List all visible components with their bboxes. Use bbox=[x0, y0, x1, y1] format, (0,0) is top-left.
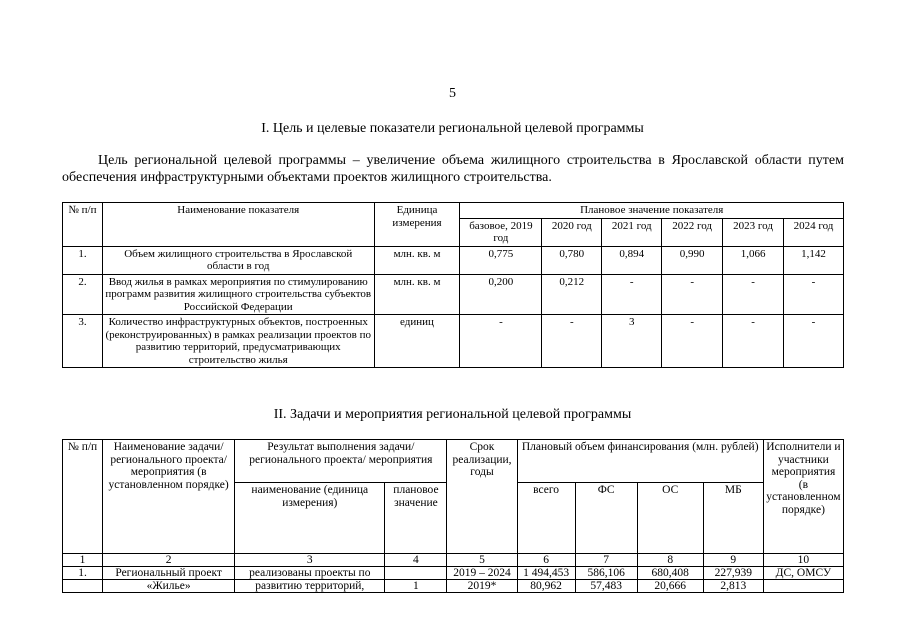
column-number: 4 bbox=[385, 554, 447, 567]
row-value: 0,775 bbox=[460, 246, 542, 274]
row-num: 3. bbox=[63, 315, 103, 368]
row-total: 80,962 bbox=[517, 580, 575, 593]
row-result: развитию территорий, bbox=[235, 580, 385, 593]
header-funding-os: ОС bbox=[637, 483, 703, 554]
row-value: - bbox=[460, 315, 542, 368]
row-value: - bbox=[784, 274, 844, 315]
row-term: 2019 – 2024 bbox=[447, 567, 517, 580]
header-funding: Плановый объем финансирования (млн. рублей) bbox=[517, 440, 763, 483]
column-number: 7 bbox=[575, 554, 637, 567]
row-mb: 227,939 bbox=[703, 567, 763, 580]
header-num: № п/п bbox=[63, 440, 103, 554]
row-value: 1,066 bbox=[723, 246, 784, 274]
column-number: 2 bbox=[103, 554, 235, 567]
row-name: Ввод жилья в рамках мероприятия по стимулированию программ развития жилищного строительства субъектов Российской Федерации bbox=[102, 274, 374, 315]
table-row bbox=[63, 315, 844, 368]
row-term: 2019* bbox=[447, 580, 517, 593]
header-unit: Единица измерения bbox=[374, 203, 460, 247]
header-num: № п/п bbox=[63, 203, 103, 247]
header-year: базовое, 2019 год bbox=[460, 218, 542, 246]
row-value: - bbox=[784, 315, 844, 368]
header-year: 2020 год bbox=[542, 218, 602, 246]
row-value: - bbox=[602, 274, 662, 315]
column-number-row bbox=[63, 554, 844, 567]
column-number: 5 bbox=[447, 554, 517, 567]
row-value: 0,212 bbox=[542, 274, 602, 315]
row-value: 0,894 bbox=[602, 246, 662, 274]
header-name: Наименование показателя bbox=[102, 203, 374, 247]
header-funding-total: всего bbox=[517, 483, 575, 554]
header-planned: Плановое значение показателя bbox=[460, 203, 844, 219]
row-value: - bbox=[662, 315, 723, 368]
row-total: 1 494,453 bbox=[517, 567, 575, 580]
row-task: «Жилье» bbox=[103, 580, 235, 593]
row-os: 20,666 bbox=[637, 580, 703, 593]
page-number: 5 bbox=[449, 86, 456, 101]
row-value: - bbox=[662, 274, 723, 315]
column-number: 9 bbox=[703, 554, 763, 567]
row-value: 0,780 bbox=[542, 246, 602, 274]
header-year: 2021 год bbox=[602, 218, 662, 246]
row-executor: ДС, ОМСУ bbox=[763, 567, 843, 580]
row-value: 0,200 bbox=[460, 274, 542, 315]
column-number: 10 bbox=[763, 554, 843, 567]
row-fs: 57,483 bbox=[575, 580, 637, 593]
header-executor: Исполнители и участники мероприятия (в установленном порядке) bbox=[763, 440, 843, 554]
column-number: 6 bbox=[517, 554, 575, 567]
indicators-table bbox=[62, 202, 844, 368]
tasks-header-row bbox=[63, 440, 844, 483]
section-1-heading: I. Цель и целевые показатели региональной целевой программы bbox=[261, 121, 644, 136]
row-num: 2. bbox=[63, 274, 103, 315]
table-row bbox=[63, 580, 844, 593]
header-year: 2022 год bbox=[662, 218, 723, 246]
row-value: 3 bbox=[602, 315, 662, 368]
table-row bbox=[63, 246, 844, 274]
header-result-plan: плановое значение bbox=[385, 483, 447, 554]
row-unit: млн. кв. м bbox=[374, 246, 460, 274]
row-result: реализованы проекты по bbox=[235, 567, 385, 580]
column-number: 1 bbox=[63, 554, 103, 567]
section-2-heading: II. Задачи и мероприятия региональной целевой программы bbox=[273, 407, 632, 422]
tasks-table bbox=[62, 439, 844, 593]
column-number: 3 bbox=[235, 554, 385, 567]
row-plan bbox=[385, 567, 447, 580]
goal-paragraph: Цель региональной целевой программы – увеличение объема жилищного строительства в Ярославской области путем обеспечения инфраструктурными объектами проектов жилищного строительства. bbox=[62, 153, 844, 185]
header-funding-mb: МБ bbox=[703, 483, 763, 554]
column-number: 8 bbox=[637, 554, 703, 567]
row-name: Количество инфраструктурных объектов, построенных (реконструированных) в рамках реализации проектов по развитию территорий, предусматривающих строительство жилья bbox=[102, 315, 374, 368]
row-name: Объем жилищного строительства в Ярославской области в год bbox=[102, 246, 374, 274]
row-value: - bbox=[723, 274, 784, 315]
row-unit: млн. кв. м bbox=[374, 274, 460, 315]
header-task: Наименование задачи/ регионального проекта/ мероприятия (в установленном порядке) bbox=[103, 440, 235, 554]
header-term: Срок реализации, годы bbox=[447, 440, 517, 554]
row-value: - bbox=[542, 315, 602, 368]
table-row bbox=[63, 567, 844, 580]
header-result-name: наименование (единица измерения) bbox=[235, 483, 385, 554]
row-num: 1. bbox=[63, 246, 103, 274]
row-fs: 586,106 bbox=[575, 567, 637, 580]
row-num: 1. bbox=[63, 567, 103, 580]
indicators-header-row bbox=[63, 203, 844, 219]
row-task: Региональный проект bbox=[103, 567, 235, 580]
row-plan: 1 bbox=[385, 580, 447, 593]
header-result: Результат выполнения задачи/ регионального проекта/ мероприятия bbox=[235, 440, 447, 483]
row-value: - bbox=[723, 315, 784, 368]
row-unit: единиц bbox=[374, 315, 460, 368]
row-mb: 2,813 bbox=[703, 580, 763, 593]
row-os: 680,408 bbox=[637, 567, 703, 580]
row-value: 1,142 bbox=[784, 246, 844, 274]
row-value: 0,990 bbox=[662, 246, 723, 274]
row-num bbox=[63, 580, 103, 593]
table-row bbox=[63, 274, 844, 315]
header-funding-fs: ФС bbox=[575, 483, 637, 554]
header-year: 2024 год bbox=[784, 218, 844, 246]
row-executor bbox=[763, 580, 843, 593]
header-year: 2023 год bbox=[723, 218, 784, 246]
